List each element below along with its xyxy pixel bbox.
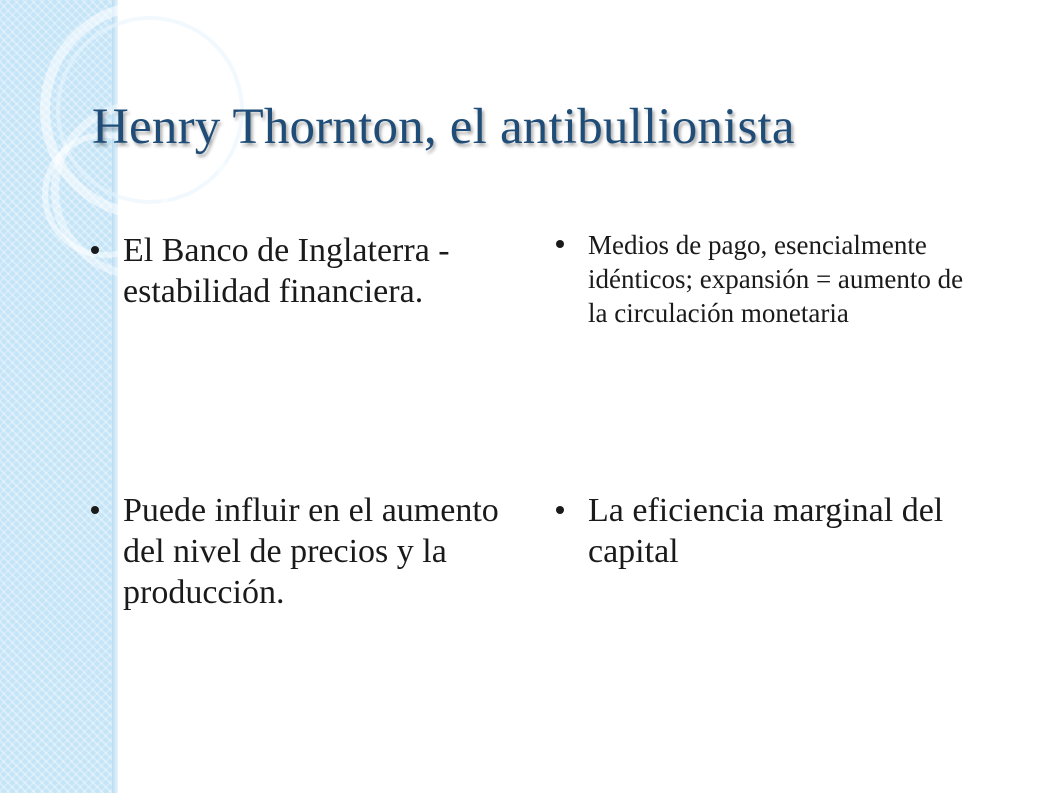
- bullet-dot-icon: [556, 506, 564, 514]
- bullet-dot-icon: [91, 246, 99, 254]
- bullet-left-1: [91, 230, 521, 312]
- bullet-dot-icon: [91, 506, 99, 514]
- bullet-left-2: [91, 490, 511, 613]
- bullet-text: La eficiencia marginal del capital: [588, 492, 944, 570]
- bullet-dot-icon: [556, 240, 564, 248]
- bullet-right-1: [556, 228, 976, 330]
- bullet-text: Medios de pago, esencialmente idénticos; expansión = aumento de la circulación monetaria: [588, 230, 964, 328]
- slide-title: Henry Thornton, el antibullionista: [92, 99, 795, 155]
- bullet-text: Puede influir en el aumento del nivel de precios y la producción.: [123, 492, 499, 611]
- bullet-right-2: [556, 490, 986, 572]
- bullet-text: El Banco de Inglaterra - estabilidad financiera.: [123, 232, 450, 310]
